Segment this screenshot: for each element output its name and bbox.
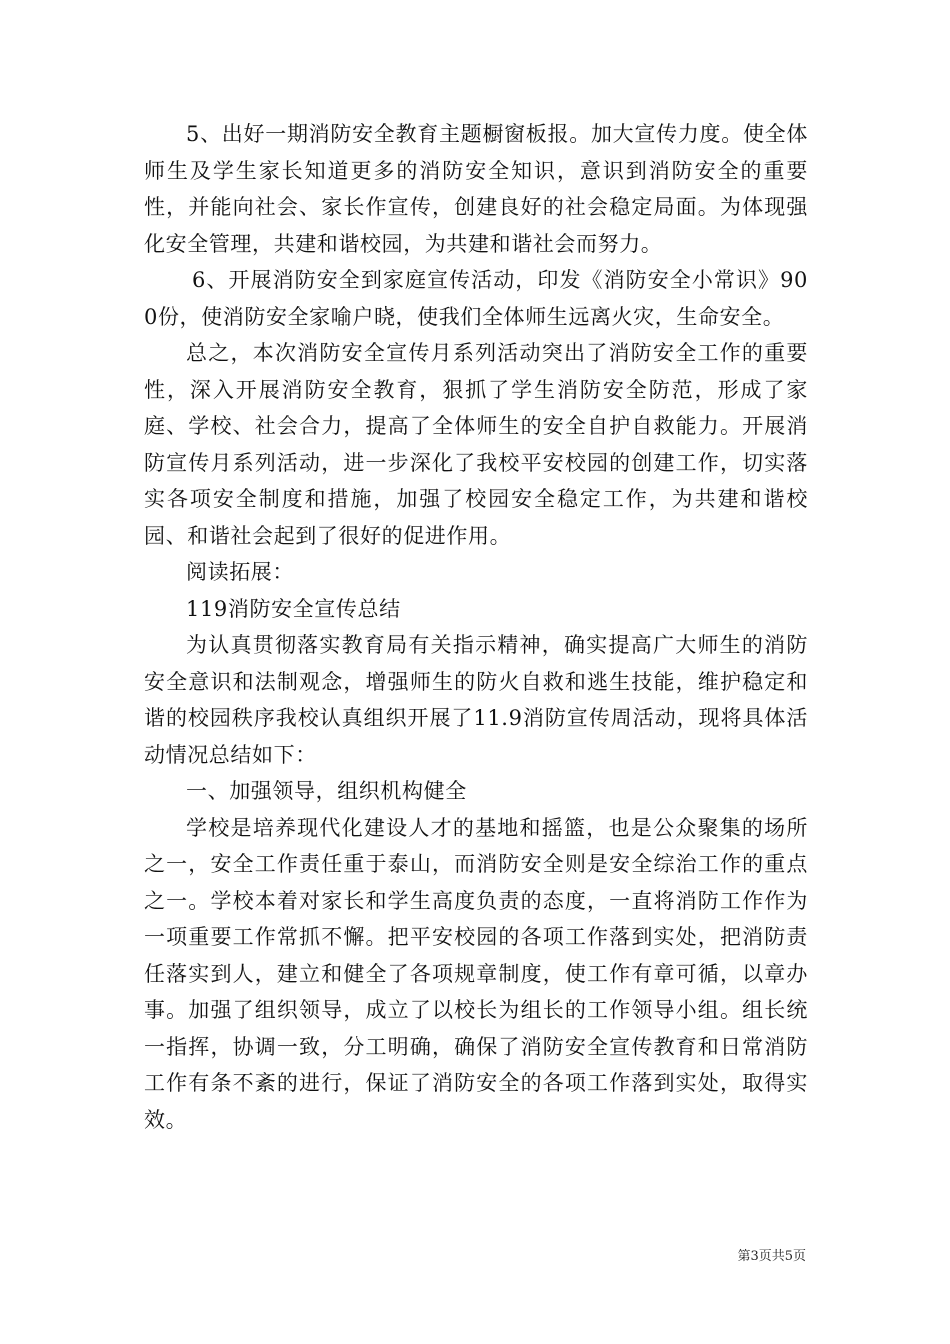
section-title: 119消防安全宣传总结 <box>186 596 401 621</box>
page-number: 第3页共5页 <box>737 1249 806 1264</box>
paragraph-intro: 为认真贯彻落实教育局有关指示精神，确实提高广大师生的消防安全意识和法制观念，增强师生的防火自救和逃生技能，维护稳定和谐的校园秩序我校认真组织开展了11.9消防宣传周活动，现将具体活动情况总结如下： <box>144 633 808 767</box>
paragraph-item-5: 5、出好一期消防安全教育主题橱窗板报。加大宣传力度。使全体师生及学生家长知道更多的消防安全知识，意识到消防安全的重要性，并能向社会、家长作宣传，创建良好的社会稳定局面。为体现强化安全管理，共建和谐校园，为共建和谐社会而努力。 <box>144 122 808 256</box>
section-heading-one: 一、加强领导，组织机构健全 <box>186 779 467 803</box>
paragraph-school-safety: 学校是培养现代化建设人才的基地和摇篮，也是公众聚集的场所之一，安全工作责任重于泰山，而消防安全则是安全综治工作的重点之一。学校本着对家长和学生高度负责的态度，一直将消防工作作为一项重要工作常抓不懈。把平安校园的各项工作落到实处，把消防责任落实到人，建立和健全了各项规章制度，使工作有章可循，以章办事。加强了组织领导，成立了以校长为组长的工作领导小组。组长统一指挥，协调一致，分工明确，确保了消防安全宣传教育和日常消防工作有条不紊的进行，保证了消防安全的各项工作落到实处，取得实效。 <box>144 815 808 1132</box>
document-body <box>144 116 808 1138</box>
paragraph-item-6: 6、开展消防安全到家庭宣传活动，印发《消防安全小常识》900份，使消防安全家喻户晓，使我们全体师生远离火灾，生命安全。 <box>144 268 808 329</box>
paragraph-summary: 总之，本次消防安全宣传月系列活动突出了消防安全工作的重要性，深入开展消防安全教育，狠抓了学生消防安全防范，形成了家庭、学校、社会合力，提高了全体师生的安全自护自救能力。开展消防宣传月系列活动，进一步深化了我校平安校园的创建工作，切实落实各项安全制度和措施，加强了校园安全稳定工作，为共建和谐校园、和谐社会起到了很好的促进作用。 <box>144 341 808 548</box>
reading-extension-label: 阅读拓展： <box>186 560 294 584</box>
